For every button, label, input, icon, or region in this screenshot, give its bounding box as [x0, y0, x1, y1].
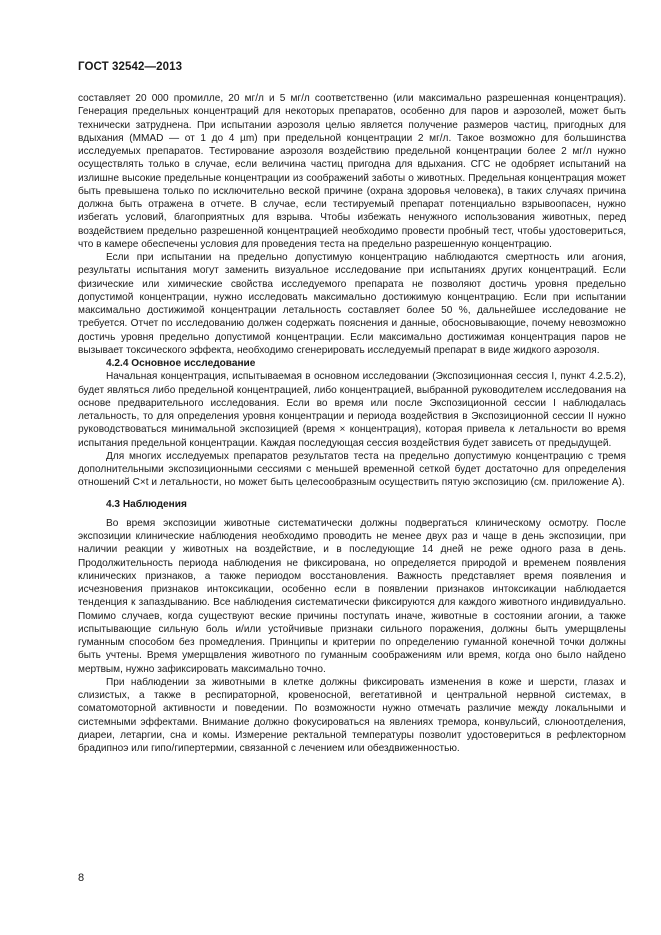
document-body	[78, 92, 626, 755]
paragraph-initial-concentration: Начальная концентрация, испытываемая в основном исследовании (Экспозиционная сессия I, пункт 4.2.5.2), будет являться либо предельной концентрацией, либо концентрацией, выбранной руководителем исследования на основе предварительного исследования. Если во время или после Экспозиционной сессии I наблюдалась летальность, то для определения уровня концентрации и периода воздействия в Экспозиционной сессии II нужно руководствоваться минимальной экспозицией (время × концентрация), которая привела к летальности во время испытания предельной концентрации. Каждая последующая сессия воздействия будет зависеть от предыдущей.	[78, 371, 626, 449]
paragraph-limit-test-results: Если при испытании на предельно допустимую концентрацию наблюдаются смертность или агония, результаты испытания могут заменить визуальное исследование при испытаниях других концентраций. Если физические или химические свойства исследуемого препарата не позволяют достичь уровня предельно допустимой концентрации, нужно исследовать максимально достижимую концентрацию. Если при испытании максимально достижимой концентрации летальность составляет более 50 %, дальнейшее исследование не требуется. Отчет по исследованию должен содержать пояснения и данные, обосновывающие, почему невозможно достичь уровня предельно допустимой концентрации. Если максимально достижимая концентрация паров не вызывает токсического эффекта, необходимо сгенерировать исследуемый препарат в виде жидкого аэрозоля.	[78, 252, 626, 356]
section-heading-4-2-4: 4.2.4 Основное исследование	[106, 358, 256, 369]
paragraph-cage-observation: При наблюдении за животными в клетке должны фиксировать изменения в коже и шерсти, глазах и слизистых, а также в респираторной, кровеносной, вегетативной и центральной нервной системах, в соматомоторной активности и поведении. По возможности нужно отмечать различие между локальными и системными эффектами. Внимание должно фокусироваться на явлениях тремора, конвульсий, слюноотделения, диареи, летаргии, сна и комы. Измерение ректальной температуры позволит удостовериться в рефлекторном брадипноэ или гипо/гипертермии, связанной с лечением или обездвиженностью.	[78, 676, 626, 754]
paragraph-limit-concentration: составляет 20 000 промилле, 20 мг/л и 5 мг/л соответственно (или максимально разрешенная концентрация). Генерация предельных концентраций для некоторых препаратов, особенно для паров и аэрозолей, может быть технически затруднена. При испытании аэрозоля целью является получение размеров частиц, пригодных для вдыхания (MMAD — от 1 до 4 µm) при предельной концентрации 2 мг/л. Такое возможно для большинства исследуемых препаратов. Тестирование аэрозоля воздействию предельной концентрации более 2 мг/л нужно осуществлять только в случае, если величина частиц пригодна для вдыхания. СГС не одобряет испытаний на излишне высокие предельные концентрации из соображений заботы о животных. Предельная концентрация может быть превышена только по исключительно веской причине (охрана здоровья человека), в таких случаях причина должна быть отражена в отчете. В случае, если тестируемый препарат потенциально взрывоопасен, нужно избегать условий, благоприятных для взрыва. Чтобы избежать ненужного использования животных, перед воздействием предельно разрешенной концентрацией необходимо провести пробный тест, чтобы удостовериться, что в камере обеспечены условия для проведения теста на предельно разрешенную концентрацию.	[78, 93, 626, 250]
standard-header: ГОСТ 32542—2013	[78, 61, 183, 73]
paragraph-clinical-observation: Во время экспозиции животные систематически должны подвергаться клиническому осмотру. После экспозиции клинические наблюдения необходимо проводить не менее двух раз и чаще в день экспозиции, при наличии реакции у животных на воздействие, и в последующие 14 дней не реже одного раза в день. Продолжительность периода наблюдения не фиксирована, но определяется природой и временем появления клинических признаков, а также периодом восстановления. Важность представляет время появления и исчезновения признаков интоксикации, особенно если в появлении признаков интоксикации наблюдается тенденция к запаздыванию. Все наблюдения систематически фиксируются для каждого животного индивидуально. Помимо случаев, когда существуют веские причины поступать иначе, животные в состоянии агонии, а также испытывающие сильную боль и/или устойчивые признаки сильного поражения, должны быть умерщвлены гуманным способом без промедления. Принципы и критерии по определению гуманной конечной точки должны быть учтены. Время умерщвления животного по гуманным соображениям или время, когда оно было найдено мертвым, нужно зафиксировать максимально точно.	[78, 517, 626, 675]
page-number: 8	[78, 872, 85, 884]
section-heading-4-3: 4.3 Наблюдения	[106, 498, 187, 510]
paragraph-additional-sessions: Для многих исследуемых препаратов результатов теста на предельно допустимую концентрацию с тремя дополнительными экспозиционными сессиями с меньшей временной сеткой будет достаточно для определения отношений C×t и летальности, но может быть целесообразным осуществить пятую экспозицию (см. приложение А).	[78, 450, 626, 489]
